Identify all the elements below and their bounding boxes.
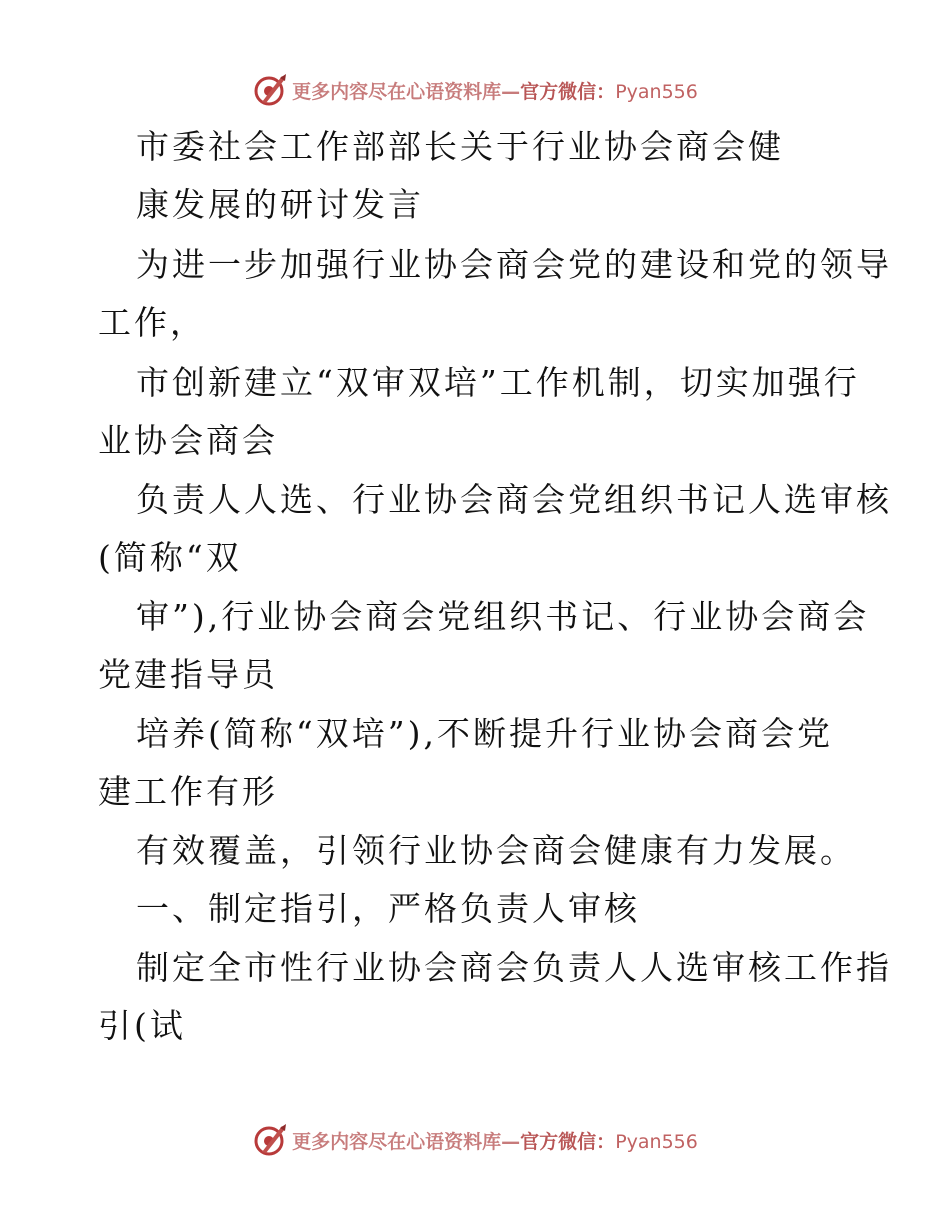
doc-line: 有效覆盖，引领行业协会商会健康有力发展。 — [136, 831, 856, 870]
footer-banner — [0, 1120, 950, 1160]
quill-pen-circle-icon — [252, 72, 288, 108]
banner-dash: — — [501, 1130, 521, 1153]
doc-line: 培养(简称“双培”),不断提升行业协会商会党 — [136, 714, 833, 753]
banner-main-text: 更多内容尽在心语资料库 — [292, 1130, 502, 1153]
doc-line: 引(试 — [98, 1006, 186, 1045]
doc-line: 市委社会工作部部长关于行业协会商会健 — [136, 127, 784, 166]
doc-line: 业协会商会 — [98, 421, 278, 460]
doc-line: 党建指导员 — [98, 655, 278, 694]
banner-wechat-id: Pyan556 — [615, 80, 698, 103]
doc-line: (简称“双 — [98, 538, 242, 577]
doc-line: 制定全市性行业协会商会负责人人选审核工作指 — [136, 948, 892, 987]
doc-line: 为进一步加强行业协会商会党的建设和党的领导 — [136, 245, 892, 284]
banner-sub-text: 官方微信： — [520, 1130, 616, 1153]
doc-line: 市创新建立“双审双培”工作机制，切实加强行 — [136, 363, 860, 402]
banner-sub-text: 官方微信： — [520, 80, 616, 103]
banner-wechat-id: Pyan556 — [615, 1130, 698, 1153]
banner-dash: — — [501, 80, 521, 103]
banner-main-text: 更多内容尽在心语资料库 — [292, 80, 502, 103]
doc-line: 一、制定指引，严格负责人审核 — [136, 889, 640, 928]
quill-pen-circle-icon — [252, 1122, 288, 1158]
header-banner — [0, 70, 950, 110]
doc-line: 负责人人选、行业协会商会党组织书记人选审核 — [136, 480, 892, 519]
doc-line: 工作， — [98, 303, 206, 342]
doc-line: 康发展的研讨发言 — [136, 185, 424, 224]
doc-line: 审”),行业协会商会党组织书记、行业协会商会 — [136, 597, 870, 636]
doc-line: 建工作有形 — [98, 772, 278, 811]
